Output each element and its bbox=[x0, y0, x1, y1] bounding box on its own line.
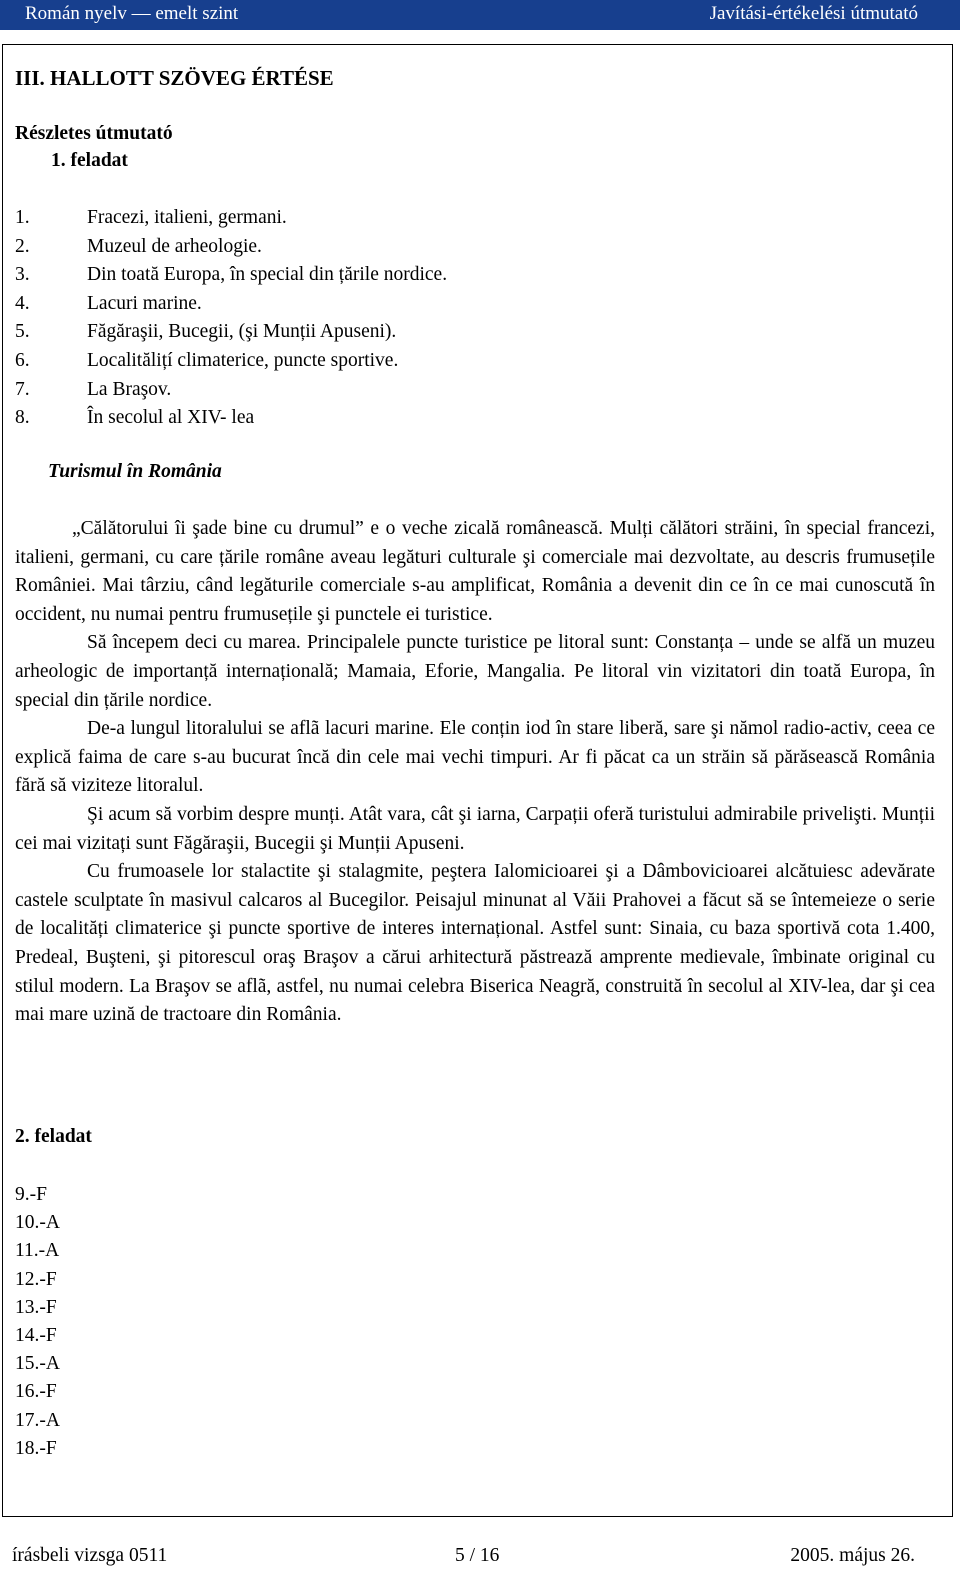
answer-number: 4. bbox=[15, 292, 30, 314]
answer-number: 6. bbox=[15, 349, 30, 371]
subtitle: Részletes útmutató bbox=[15, 123, 173, 144]
answer-text: Făgăraşii, Bucegii, (şi Munții Apuseni). bbox=[87, 321, 397, 343]
answer-text: Muzeul de arheologie. bbox=[87, 235, 262, 257]
paragraph: Să începem deci cu marea. Principalele puncte turistice pe litoral sunt: Constanța – unde se alfă un muzeu arheologic de importanță internațională; Mamaia, Eforie, Mangalia. Pe litoral vin vizitatori din toată Europa, în special din țările nordice. bbox=[15, 632, 935, 711]
transcript-body bbox=[15, 515, 935, 1030]
answer-number: 7. bbox=[15, 378, 30, 400]
task2-answer-item: 17.-A bbox=[15, 1409, 60, 1431]
answer-text: Lacuri marine. bbox=[87, 292, 202, 314]
answer-text: În secolul al XIV- lea bbox=[87, 407, 255, 429]
footer-page-number: 5 / 16 bbox=[455, 1545, 500, 1566]
section-title: III. HALLOTT SZÖVEG ÉRTÉSE bbox=[15, 66, 334, 90]
page-header bbox=[0, 0, 960, 30]
answer-number: 1. bbox=[15, 207, 30, 228]
task2-answer-list bbox=[15, 1181, 60, 1463]
paragraph: De-a lungul litoralului se aflã lacuri marine. Ele conțin iod în stare liberă, sare şi nămol radio-activ, ceea ce explică faima de care s-au bucurat încă din cele mai vechi timpuri. Ar fi păcat ca un străin să părăsească România fără să viziteze litoralul. bbox=[15, 718, 935, 797]
task2-answer-item: 15.-A bbox=[15, 1353, 60, 1375]
task2-answer-item: 10.-A bbox=[15, 1212, 60, 1234]
header-subject: Román nyelv — emelt szint bbox=[25, 3, 239, 24]
text-title: Turismul în România bbox=[48, 461, 222, 482]
task1-label: 1. feladat bbox=[51, 150, 128, 171]
answer-text: Fracezi, italieni, germani. bbox=[87, 207, 287, 228]
answer-text: Localitălițí climaterice, puncte sportive. bbox=[87, 349, 399, 371]
task2-answer-item: 13.-F bbox=[15, 1296, 57, 1318]
task2-label: 2. feladat bbox=[15, 1126, 92, 1147]
task2-answer-item: 14.-F bbox=[15, 1325, 57, 1347]
content-frame bbox=[2, 44, 953, 1517]
answer-text: Din toată Europa, în special din țările nordice. bbox=[87, 264, 448, 286]
task2-answer-item: 16.-F bbox=[15, 1381, 57, 1403]
task2-answer-item: 12.-F bbox=[15, 1268, 57, 1290]
task2-answer-item: 18.-F bbox=[15, 1437, 57, 1459]
footer-date: 2005. május 26. bbox=[790, 1545, 915, 1566]
answer-number: 2. bbox=[15, 235, 30, 257]
footer-exam-code: írásbeli vizsga 0511 bbox=[12, 1545, 168, 1566]
answer-text: La Braşov. bbox=[87, 378, 172, 400]
answer-number: 3. bbox=[15, 264, 30, 286]
task2-answer-item: 9.-F bbox=[15, 1184, 47, 1205]
answer-number: 5. bbox=[15, 321, 30, 343]
task2-answer-item: 11.-A bbox=[15, 1240, 60, 1262]
paragraph: „Călătorului îi şade bine cu drumul” e o veche zicală românească. Mulți călători străini, în special francezi, italieni, germani, cu care țările române aveau legături culturale şi comerciale mai dezvoltate, au descris frumusețile României. Mai târziu, când legăturile comerciale s-au amplificat, România a devenit din ce în ce mai cunoscută în occident, nu numai pentru frumusețile şi punctele ei turistice. bbox=[15, 518, 935, 625]
paragraph: Cu frumoasele lor stalactite şi stalagmite, peştera Ialomicioarei şi a Dâmbovicioarei alcătuiesc adevărate castele sculptate în masivul calcaros al Bucegilor. Peisajul minunat al Văii Prahovei a făcut să se întemeieze o serie de localități climaterice şi puncte sportive de interes internațional. Astfel sunt: Sinaia, cu baza sportivă cota 1.400, Predeal, Buşteni, şi pitorescul oraş Braşov a cărui arhitectură păstrează amprente medievale, îmbinate original cu stilul modern. La Braşov se aflã, astfel, nu numai celebra Biserica Neagră, construită în secolul al XIV-lea, dar şi cea mai mare uzină de tractoare din România. bbox=[15, 861, 935, 1026]
header-doc-type: Javítási-értékelési útmutató bbox=[709, 3, 918, 24]
paragraph: Şi acum să vorbim despre munți. Atât vara, cât şi iarna, Carpații oferă turistului admirabile privelişti. Munții cei mai vizitați sunt Făgăraşii, Bucegii şi Munții Apuseni. bbox=[15, 803, 935, 854]
answer-number: 8. bbox=[15, 407, 30, 429]
